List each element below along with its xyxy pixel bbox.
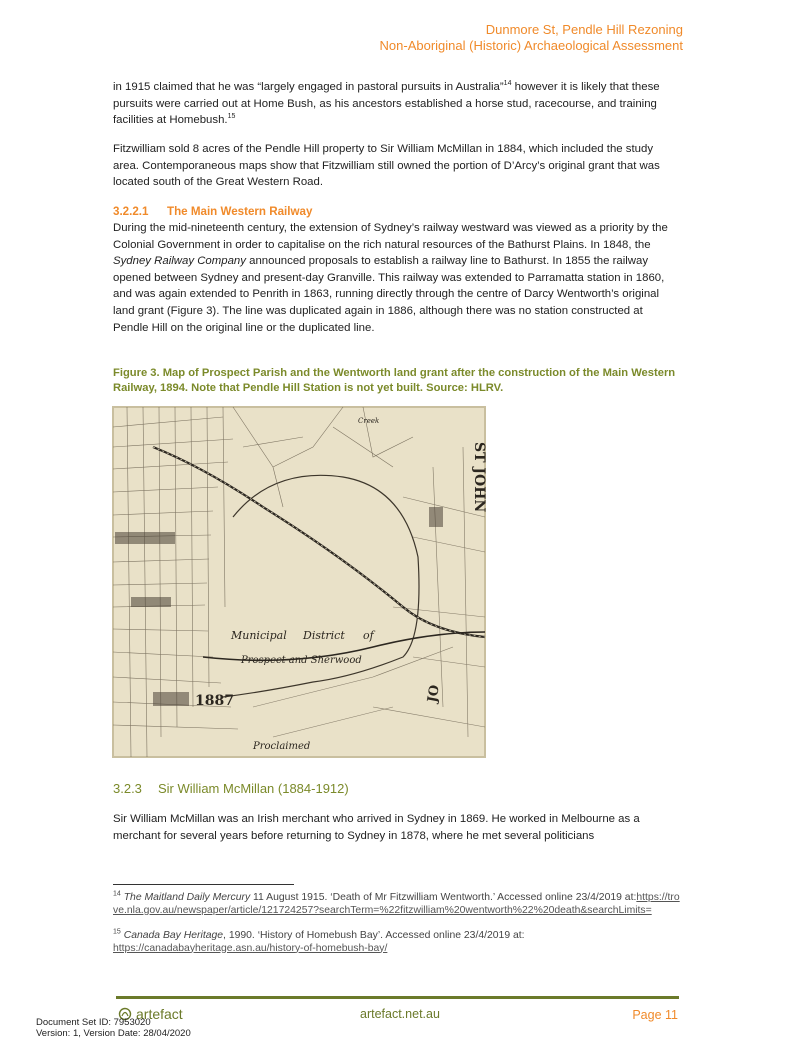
sydney-railway-company: Sydney Railway Company — [113, 255, 246, 268]
map-label-prospect-sherwood: Prospect and Sherwood — [241, 655, 362, 666]
footer-url[interactable]: artefact.net.au — [360, 1007, 440, 1021]
paragraph-mcmillan: Sir William McMillan was an Irish merchant who arrived in Sydney in 1869. He worked in Melbourne as a merchant for several years before returning to Sydney in 1878, where he met several politicians — [113, 813, 640, 842]
page-header — [380, 22, 683, 54]
header-subtitle: Non-Aboriginal (Historic) Archaeological Assessment — [379, 38, 683, 53]
map-label-st-john: ST JOHN — [471, 442, 487, 513]
footnote-link-trove[interactable]: https://trove.nla.gov.au/newspaper/article/121724257?searchTerm=%22fitzwilliam%20wentworth%22%20death&searchLimits= — [113, 892, 680, 916]
section-heading-323 — [113, 781, 349, 796]
section-number: 3.2.3 — [113, 781, 142, 796]
paragraph-fitzwilliam-sale: Fitzwilliam sold 8 acres of the Pendle Hill property to Sir William McMillan in 1884, which included the study area. Contemporaneous maps show that Fitzwilliam still owned the portion of D’Arcy’s original grant that was located south of the Great Western Road. — [113, 143, 660, 189]
historic-map-image — [113, 407, 485, 757]
section-title: Sir William McMillan (1884-1912) — [158, 781, 349, 796]
document-set-id: Document Set ID: 7953020 — [36, 1017, 151, 1028]
footnote-14: $^{14}$ The Maitland Daily Mercury 11 August 1915. ‘Death of Mr Fitzwilliam Wentworth.’ Accessed online 23/4/2019 at:https://trove.nla.gov.au/newspaper/article/121724257?searchTerm=%22fitzwilliam%20wentworth%22%20death&searchLimits= — [113, 890, 680, 916]
footnote-ref-15[interactable]: 15 — [227, 113, 236, 121]
map-label-creek: Creek — [358, 417, 380, 425]
map-label-proclaimed: Proclaimed — [253, 741, 311, 752]
paragraph-fitzwilliam-pursuits: in 1915 claimed that he was “largely engaged in pastoral pursuits in Australia”$^{14}$ however it is likely that these pursuits were carried out at Home Bush, as his ancestors established a horse stud, racecourse, and training facilities at Homebush.$^{15}$ — [113, 80, 660, 127]
footnote-divider — [113, 884, 294, 885]
paragraph-railway: During the mid-nineteenth century, the extension of Sydney’s railway westward was viewed as a priority by the Colonial Government in order to capitalise on the rich natural resources of the Bathurst Plains. In 1848, the Sydney Railway Company announced proposals to establish a railway line to Bathurst. In 1855 the railway opened between Sydney and present-day Granville. This railway was extended to Parramatta station in 1860, and was again extended to Penrith in 1863, running directly through the centre of Darcy Wentworth’s original land grant (Figure 3). The line was duplicated again in 1886, although there was no station constructed at Pendle Hill on the original line or the duplicated line. — [113, 222, 668, 334]
map-label-jo: JO — [425, 683, 443, 704]
section-heading-3221 — [113, 205, 312, 218]
footnote-15: $^{15}$ Canada Bay Heritage, 1990. ‘History of Homebush Bay’. Accessed online 23/4/2019 at: https://canadabayheritage.asn.au/history-of-homebush-bay/ — [113, 928, 525, 954]
footnote-number: 15 — [113, 928, 121, 936]
footnote-link-canadabay[interactable]: https://canadabayheritage.asn.au/history-of-homebush-bay/ — [113, 942, 388, 954]
page-number: Page 11 — [632, 1008, 678, 1022]
header-title: Dunmore St, Pendle Hill Rezoning — [485, 22, 683, 37]
figure-caption: Figure 3. Map of Prospect Parish and the Wentworth land grant after the construction of the Main Western Railway, 1894. Note that Pendle Hill Station is not yet built. Source: HLRV. — [113, 367, 676, 394]
logo-text: artefact — [136, 1006, 183, 1022]
footnote-ref-14[interactable]: 14 — [503, 80, 512, 88]
map-label-municipal: Municipal — [231, 629, 287, 642]
document-set-info — [36, 1017, 191, 1039]
footer-bar — [116, 996, 679, 999]
map-label-district: District — [303, 629, 345, 642]
section-title: The Main Western Railway — [167, 205, 313, 218]
document-version: Version: 1, Version Date: 28/04/2020 — [36, 1028, 191, 1039]
footnote-number: 14 — [113, 890, 121, 898]
section-number: 3.2.2.1 — [113, 205, 149, 218]
map-label-of: of — [363, 629, 374, 642]
map-label-1887: 1887 — [195, 693, 234, 709]
